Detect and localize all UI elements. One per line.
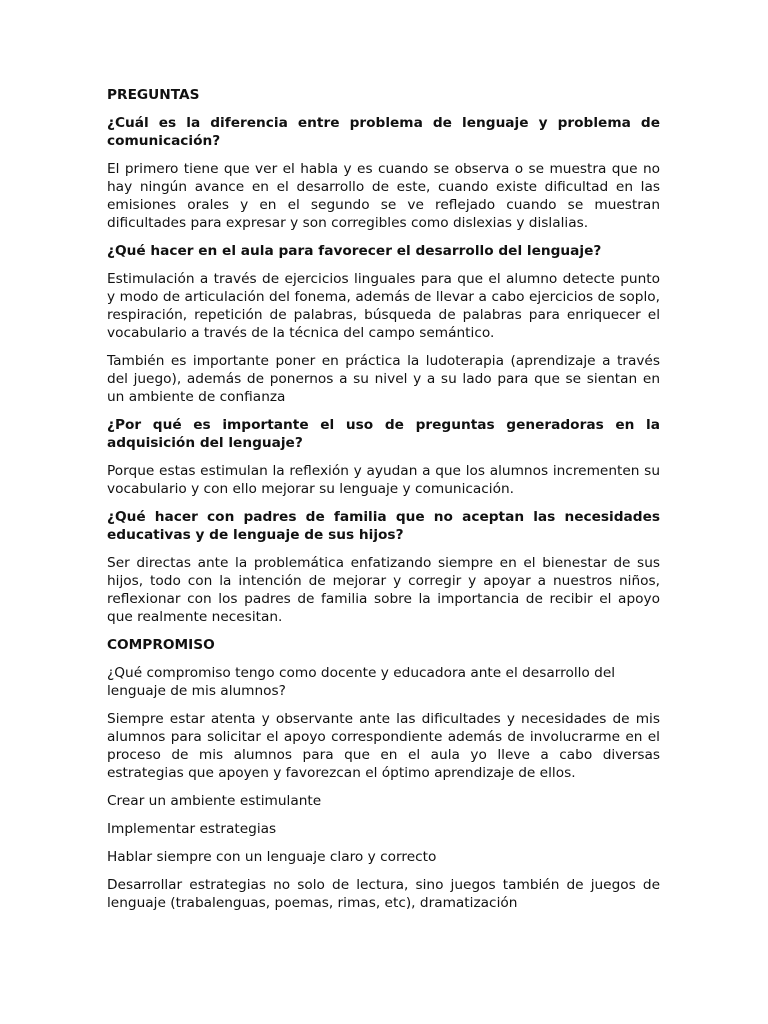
commitment-item-2: Implementar estrategias <box>107 821 277 837</box>
commitment-item-1: Crear un ambiente estimulante <box>107 793 322 809</box>
answer-3: Porque estas estimulan la reflexión y ayudan a que los alumnos incrementen su vocabulario y con ello mejorar su lenguaje y comunicación. <box>107 463 660 497</box>
question-4: ¿Qué hacer con padres de familia que no aceptan las necesidades educativas y de lenguaje de sus hijos? <box>107 509 660 543</box>
answer-1: El primero tiene que ver el habla y es cuando se observa o se muestra que no hay ningún avance en el desarrollo de este, cuando existe dificultad en las emisiones orales y en el segundo se ve reflejado cuando se muestran dificultades para expresar y son corregibles como dislexias y dislalias. <box>107 161 660 231</box>
question-5: ¿Qué compromiso tengo como docente y educadora ante el desarrollo del lenguaje de mis alumnos? <box>107 665 616 699</box>
section-title-compromiso: COMPROMISO <box>107 637 215 653</box>
answer-4: Ser directas ante la problemática enfatizando siempre en el bienestar de sus hijos, todo con la intención de mejorar y corregir y apoyar a nuestros niños, reflexionar con los padres de familia sobre la importancia de recibir el apoyo que realmente necesitan. <box>107 555 660 625</box>
answer-2-paragraph-2: También es importante poner en práctica la ludoterapia (aprendizaje a través del juego), además de ponernos a su nivel y a su lado para que se sientan en un ambiente de confianza <box>107 353 660 405</box>
question-2: ¿Qué hacer en el aula para favorecer el desarrollo del lenguaje? <box>107 243 602 259</box>
document-page <box>107 86 660 922</box>
answer-2-paragraph-1: Estimulación a través de ejercicios linguales para que el alumno detecte punto y modo de articulación del fonema, además de llevar a cabo ejercicios de soplo, respiración, repetición de palabras, búsqueda de palabras para enriquecer el vocabulario a través de la técnica del campo semántico. <box>107 271 660 341</box>
question-1: ¿Cuál es la diferencia entre problema de lenguaje y problema de comunicación? <box>107 115 660 149</box>
answer-5: Siempre estar atenta y observante ante las dificultades y necesidades de mis alumnos para solicitar el apoyo correspondiente además de involucrarme en el proceso de mis alumnos para que en el aula yo lleve a cabo diversas estrategias que apoyen y favorezcan el óptimo aprendizaje de ellos. <box>107 711 660 781</box>
commitment-item-3: Hablar siempre con un lenguaje claro y correcto <box>107 849 437 865</box>
question-3: ¿Por qué es importante el uso de preguntas generadoras en la adquisición del lenguaje? <box>107 417 660 451</box>
commitment-item-4: Desarrollar estrategias no solo de lectura, sino juegos también de juegos de lenguaje (trabalenguas, poemas, rimas, etc), dramatización <box>107 877 660 911</box>
section-title-preguntas: PREGUNTAS <box>107 87 200 103</box>
